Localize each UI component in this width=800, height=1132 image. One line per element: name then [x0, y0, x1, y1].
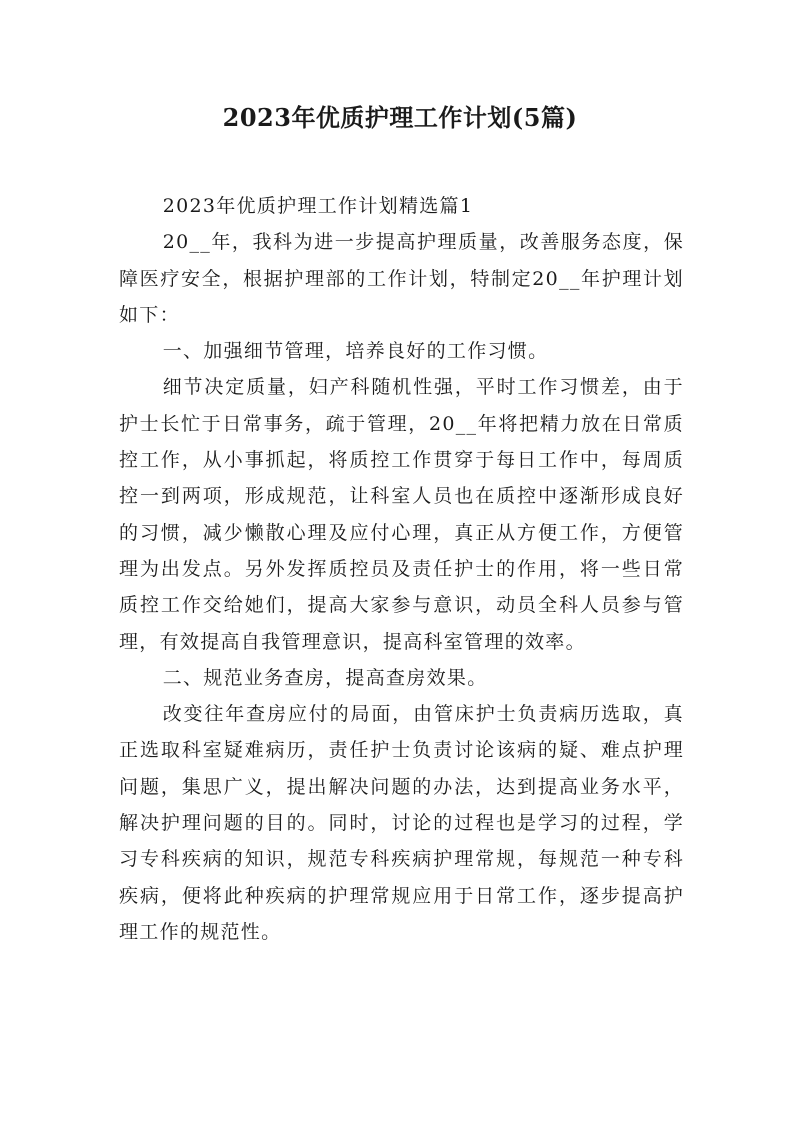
item-heading-1: 一、加强细节管理，培养良好的工作习惯。: [162, 340, 549, 363]
document-body: [119, 188, 684, 950]
document-title: 2023年优质护理工作计划(5篇): [222, 103, 578, 132]
item-heading-2: 二、规范业务查房，提高查房效果。: [162, 666, 488, 689]
body-paragraph-1: 细节决定质量，妇产科随机性强，平时工作习惯差，由于护士长忙于日常事务，疏于管理，20__年将把精力放在日常质控工作，从小事抓起，将质控工作贯穿于每日工作中，每周质控一到两项，形成规范，让科室人员也在质控中逐渐形成良好的习惯，减少懒散心理及应付心理，真正从方便工作，方便管理为出发点。另外发挥质控员及责任护士的作用，将一些日常质控工作交给她们，提高大家参与意识，动员全科人员参与管理，有效提高自我管理意识，提高科室管理的效率。: [119, 376, 684, 653]
intro-paragraph: 20__年，我科为进一步提高护理质量，改善服务态度，保障医疗安全，根据护理部的工作计划，特制定20__年护理计划如下：: [119, 231, 684, 326]
section-heading: 2023年优质护理工作计划精选篇1: [162, 195, 474, 217]
body-paragraph-2: 改变往年查房应付的局面，由管床护士负责病历选取，真正选取科室疑难病历，责任护士负责讨论该病的疑、难点护理问题，集思广义，提出解决问题的办法，达到提高业务水平，解决护理问题的目的。同时，讨论的过程也是学习的过程，学习专科疾病的知识，规范专科疾病护理常规，每规范一种专科疾病，便将此种疾病的护理常规应用于日常工作，逐步提高护理工作的规范性。: [119, 703, 684, 943]
